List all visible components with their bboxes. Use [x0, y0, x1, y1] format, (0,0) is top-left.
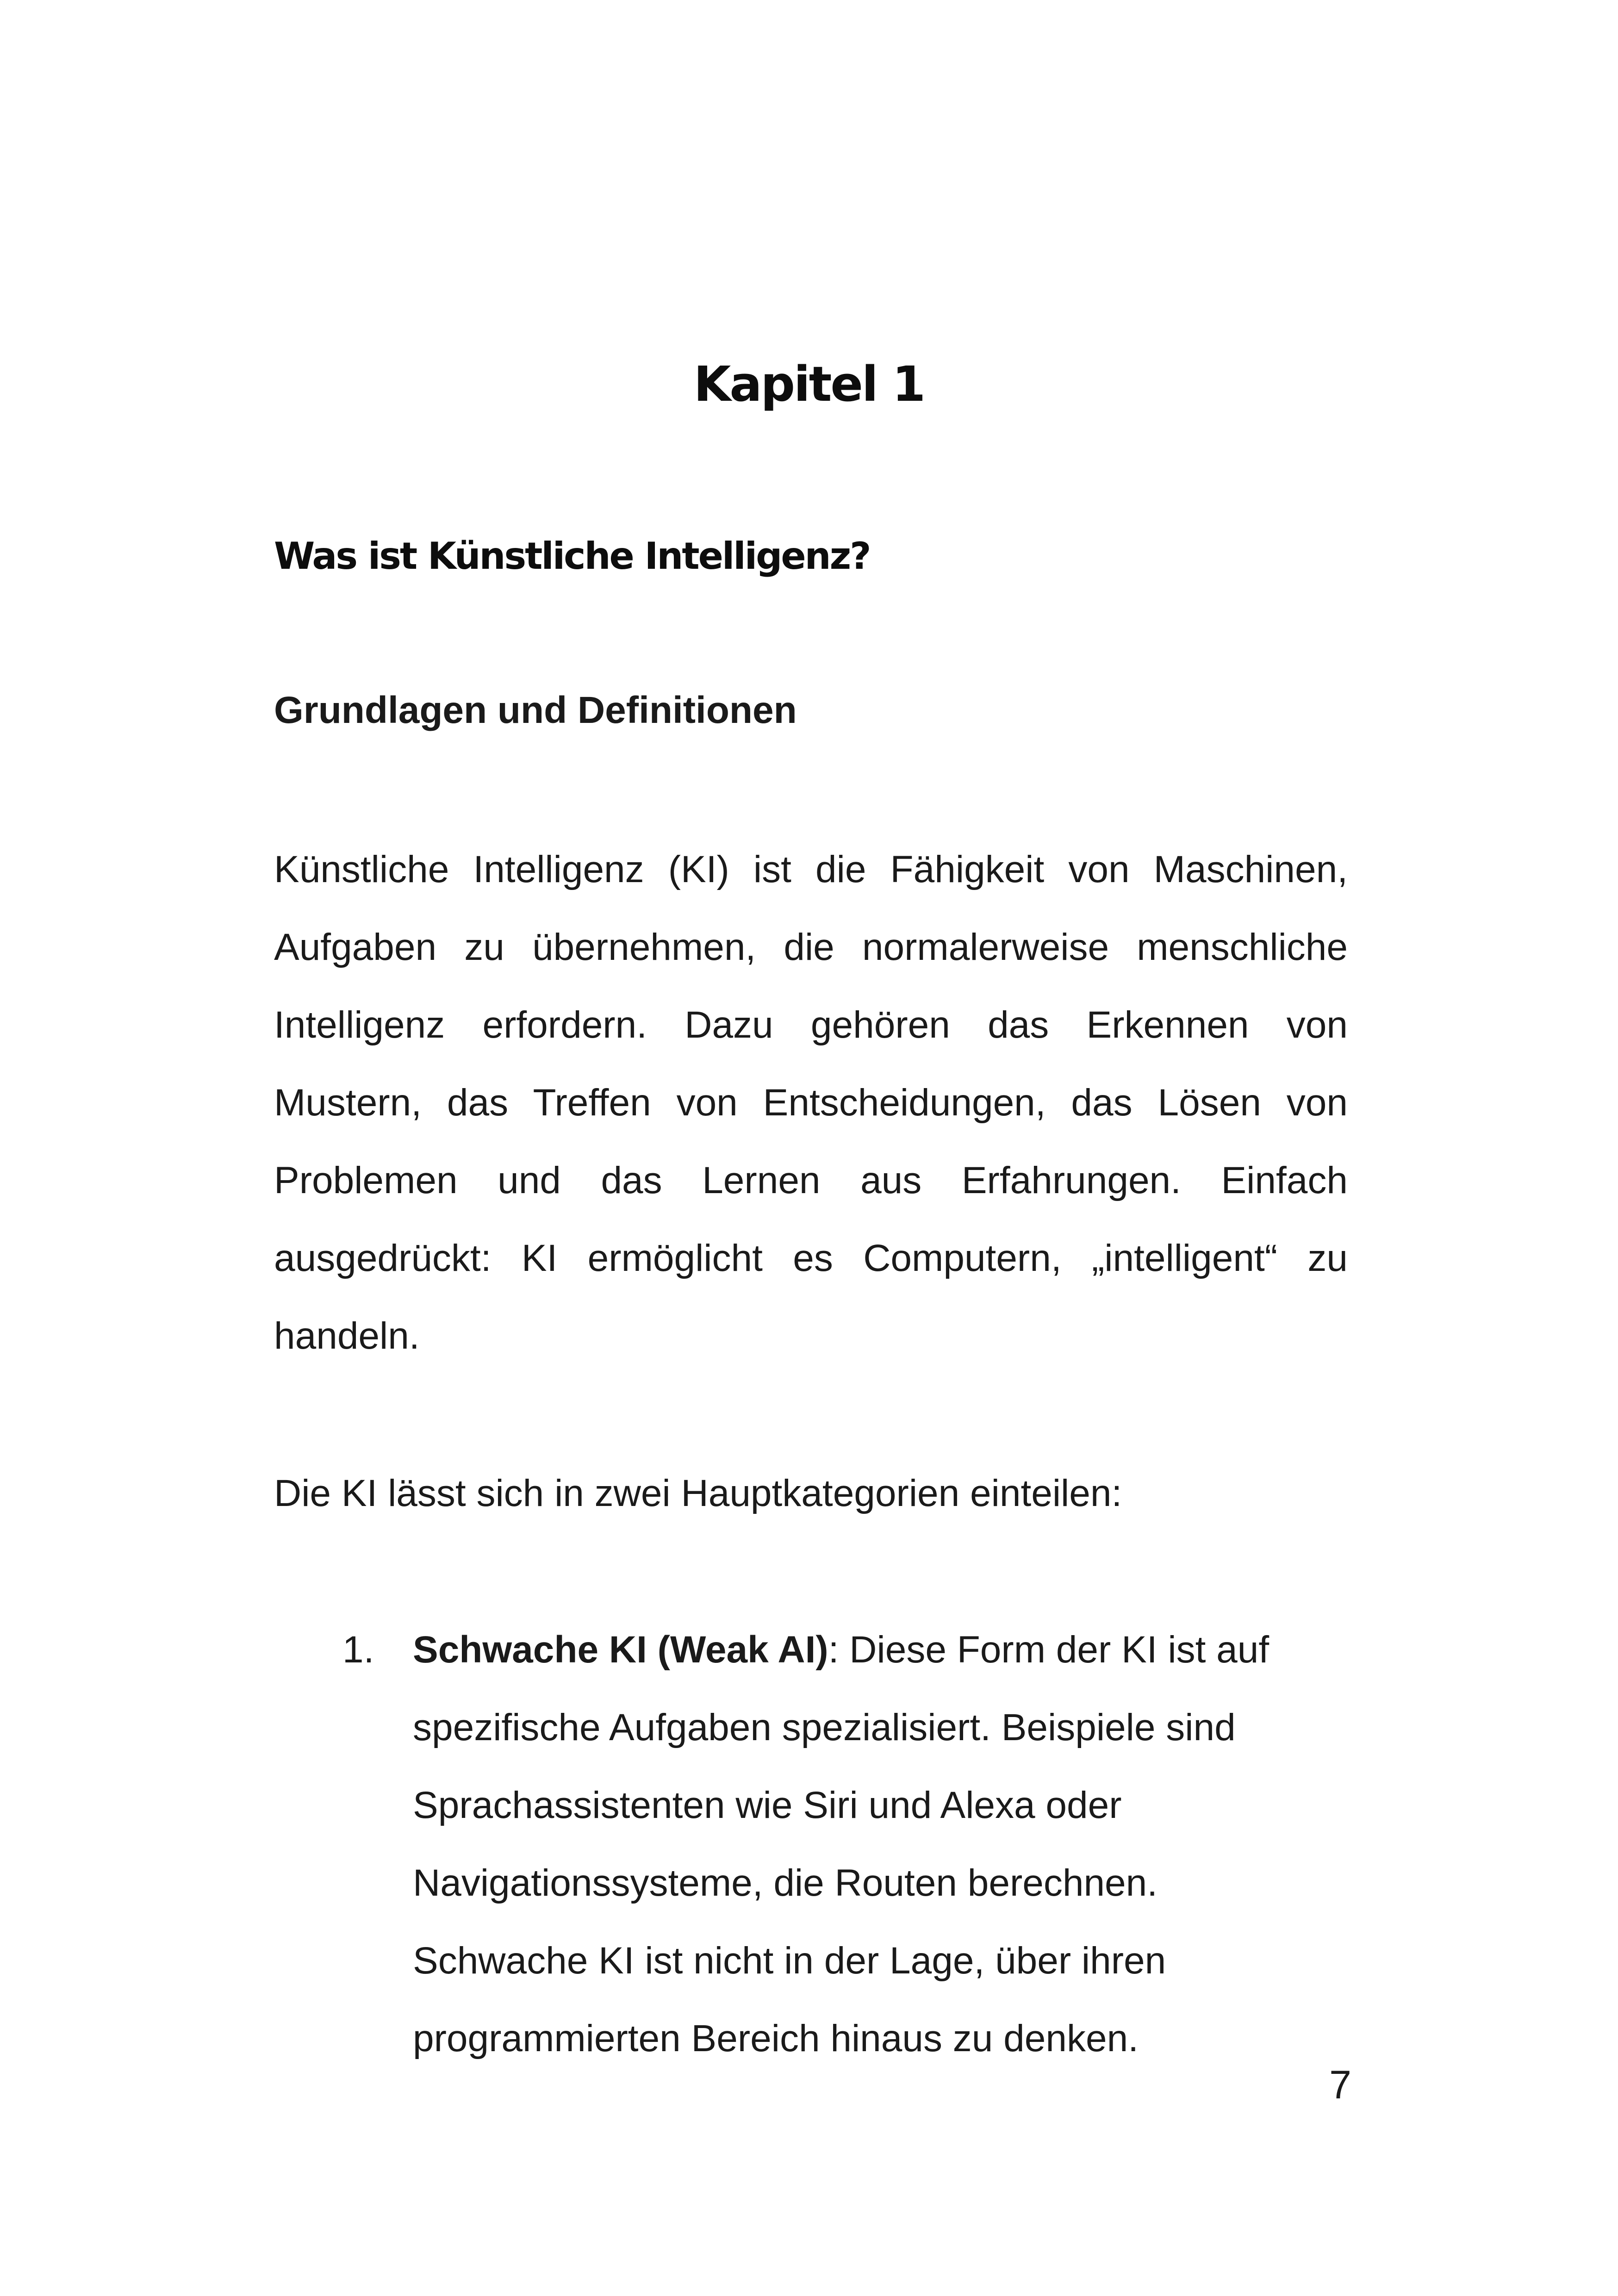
list-item-line: Navigationssysteme, die Routen berechnen.	[413, 1862, 1158, 1904]
list-item-line: Sprachassistenten wie Siri und Alexa oder	[413, 1784, 1122, 1826]
list-item-number: 1.	[342, 1629, 374, 1671]
list-item-term: Schwache KI (Weak AI)	[413, 1629, 828, 1671]
list-item-line: spezifische Aufgaben spezialisiert. Beispiele sind	[413, 1706, 1236, 1748]
page-number: 7	[1329, 2063, 1351, 2107]
subsection-heading: Grundlagen und Definitionen	[274, 689, 797, 731]
intro-paragraph	[274, 831, 1348, 1375]
list-item-line: programmierten Bereich hinaus zu denken.	[413, 2017, 1139, 2060]
list-item-line: Schwache KI ist nicht in der Lage, über ihren	[413, 1940, 1166, 1982]
section-heading: Was ist Künstliche Intelligenz?	[274, 535, 870, 578]
list-item-first-line-text: : Diese Form der KI ist auf	[828, 1629, 1270, 1671]
paragraph-line: Intelligenz erfordern. Dazu gehören das Erkennen von	[274, 1004, 1348, 1046]
chapter-title: Kapitel 1	[693, 356, 925, 412]
paragraph-line: Künstliche Intelligenz (KI) ist die Fähigkeit von Maschinen,	[274, 848, 1348, 890]
paragraph-line: Problemen und das Lernen aus Erfahrungen. Einfach	[274, 1159, 1348, 1201]
paragraph-line: Aufgaben zu übernehmen, die normalerweise menschliche	[274, 926, 1348, 968]
paragraph-line: Mustern, das Treffen von Entscheidungen, das Lösen von	[274, 1082, 1348, 1124]
categories-intro-paragraph: Die KI lässt sich in zwei Hauptkategorien einteilen:	[274, 1472, 1122, 1514]
list-item-first-line	[413, 1611, 1408, 1689]
paragraph-line: ausgedrückt: KI ermöglicht es Computern, „intelligent“ zu	[274, 1237, 1348, 1279]
paragraph-line: handeln.	[274, 1315, 420, 1357]
list-item-content	[413, 1611, 1408, 2078]
